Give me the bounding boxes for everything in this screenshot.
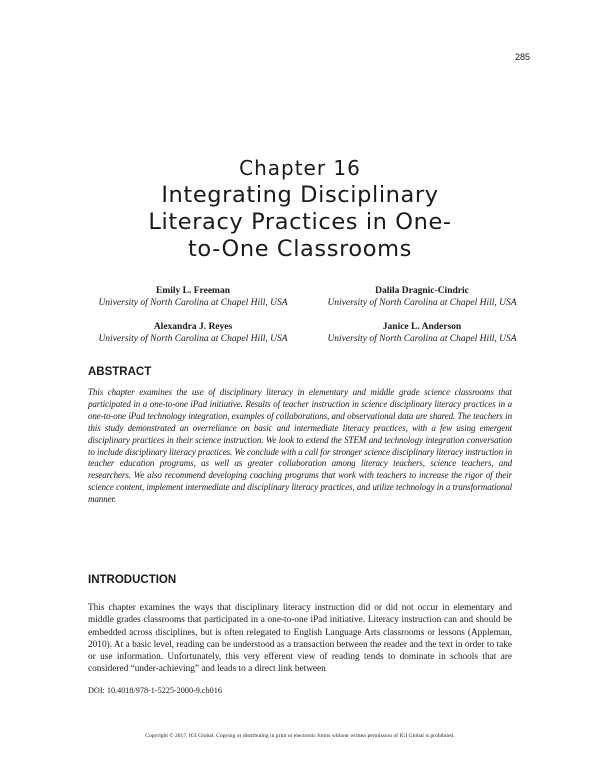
chapter-title-line: to-One Classrooms	[187, 236, 413, 262]
page-number: 285	[514, 52, 530, 62]
author-affiliation: University of North Carolina at Chapel Hill, USA	[327, 298, 517, 308]
abstract-text: This chapter examines the use of disciplinary literacy in elementary and middle grade science classrooms that participated in a one-to-one iPad initiative. Results of teacher instruction in science disciplinary literacy practices in a one-to-one iPad technology integration, examples of collaborations, and observational data are shared. The teachers in this study demonstrated an overreliance on basic and intermediate literacy practices, with a few using emergent disciplinary practices in their science instruction. We look to extend the STEM and technology integration conversation to include disciplinary literacy practices. We conclude with a call for stronger science disciplinary literacy instruction in teacher education programs, as well as greater collaboration among literacy teachers, science teachers, and researchers. We also recommend developing coaching programs that work with teachers to increase the rigor of their science content, implement intermediate and disciplinary literacy practices, and utilize technology in a transformational manner.	[88, 387, 512, 505]
copyright-notice: Copyright © 2017, IGI Global. Copying or distributing in print or electronic forms without written permission of IGI Global is prohibited.	[145, 733, 455, 739]
author-affiliation: University of North Carolina at Chapel Hill, USA	[98, 334, 288, 344]
chapter-title-line: Literacy Practices in One-	[148, 209, 452, 235]
doi: DOI: 10.4018/978-1-5225-2000-9.ch016	[88, 686, 222, 695]
chapter-title-line: Integrating Disciplinary	[161, 182, 439, 208]
author-affiliation: University of North Carolina at Chapel Hill, USA	[98, 298, 288, 308]
introduction-heading: INTRODUCTION	[88, 574, 177, 586]
author-block	[297, 285, 547, 309]
abstract-heading: ABSTRACT	[88, 366, 152, 378]
author-name: Janice L. Anderson	[382, 322, 462, 332]
chapter-label: Chapter 16	[239, 156, 361, 180]
author-affiliation: University of North Carolina at Chapel Hill, USA	[327, 334, 517, 344]
author-name: Dalila Dragnic-Cindric	[375, 286, 469, 296]
author-block	[68, 321, 318, 345]
author-block	[68, 285, 318, 309]
author-name: Alexandra J. Reyes	[153, 322, 233, 332]
author-name: Emily L. Freeman	[156, 286, 230, 296]
introduction-text: This chapter examines the ways that disciplinary literacy instruction did or did not occur in elementary and middle grades classrooms that participated in a one-to-one iPad initiative. Literacy instruction can and should be embedded across disciplines, but is often relegated to English Language Arts classrooms or lessons (Appleman, 2010). At a basic level, reading can be understood as a transaction between the reader and the text in order to take or use information. Unfortunately, this very efferent view of reading tends to dominate in schools that are considered “under-achieving” and leads to a direct link between	[88, 603, 512, 675]
chapter-title	[100, 182, 500, 263]
author-block	[297, 321, 547, 345]
